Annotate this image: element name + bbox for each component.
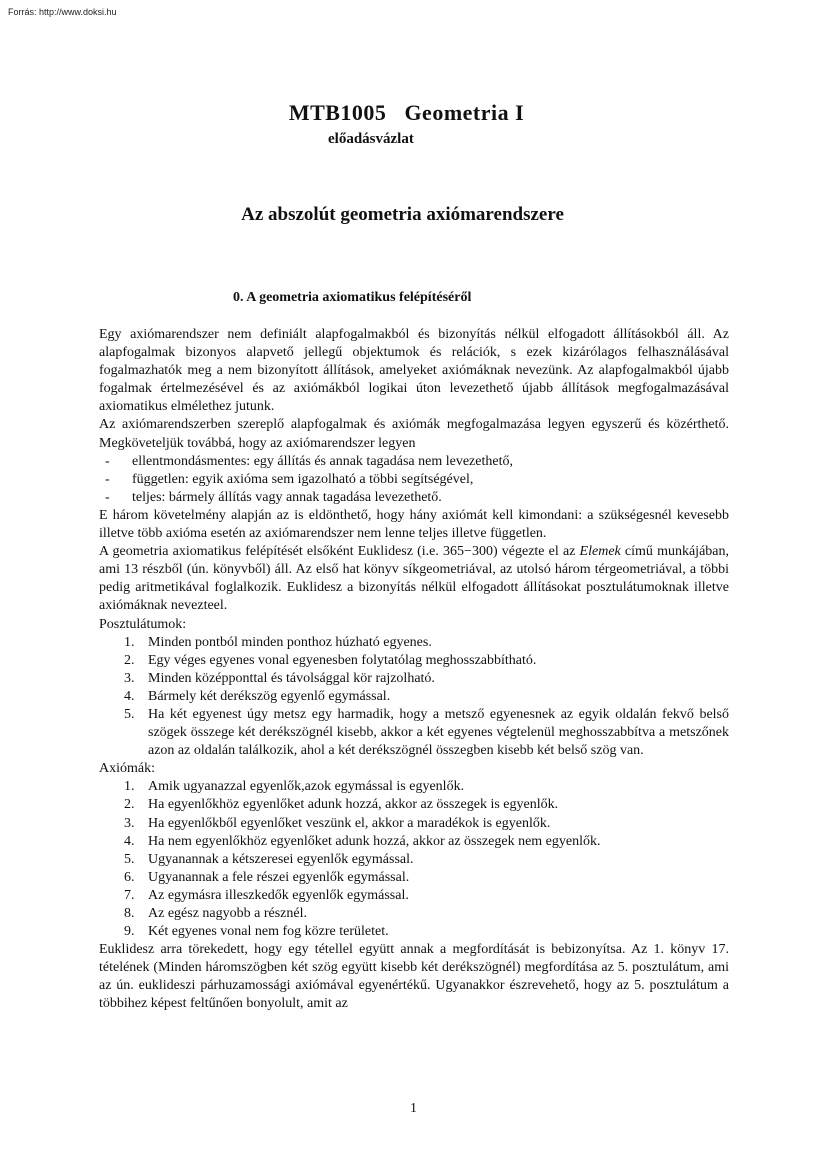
chapter-title: Az abszolút geometria axiómarendszere [241,204,564,225]
list-item-text: Minden középponttal és távolsággal kör rajzolható. [148,670,435,686]
list-item [99,652,729,670]
item-number: 1. [124,779,135,795]
item-number: 4. [124,688,135,704]
paragraph-1: Egy axiómarendszer nem definiált alapfogalmakból és bizonyítás nélkül elfogadott állításokból áll. Az alapfogalmak bizonyos alapvető jellegű objektumok és relációk, s ezek kizárólagos felhasználásával fogalmazhatók meg a nem bizonyított állítások, amelyeket axiómáknak nevezünk. Az alapfogalmakból újabb fogalmak értelmezésével és az axiómákból logikai úton levezethető újabb állítások megfogalmazásával axiomatikus elmélethez jutunk. [99,327,729,415]
paragraph-2: Az axiómarendszerben szereplő alapfogalmak és axiómák megfogalmazása legyen egyszerű és közérthető. Megköveteljük továbbá, hogy az axiómarendszer legyen [99,417,729,451]
item-number: 7. [124,887,135,903]
item-number: 6. [124,869,135,885]
section-title: 0. A geometria axiomatikus felépítéséről [233,290,472,305]
postulates-list [99,634,729,761]
axioms-list [99,778,729,941]
book-title-elemek: Elemek [579,544,621,560]
list-item-text: Ha két egyenest úgy metsz egy harmadik, hogy a metsző egyenesnek az egyik oldalán fekvő belső szögek összege két derékszögnél kisebb, akkor a két egyenes végtelenül meghosszabbítva a metszőnek azon az oldalán találkozik, ahol a két derékszögnél összegben kisebb két belső szög van. [148,706,729,759]
list-item-text: Ugyanannak a fele részei egyenlők egymással. [148,869,410,885]
item-number: 4. [124,833,135,849]
page-number: 1 [410,1101,417,1116]
page-title [0,100,827,126]
item-number: 5. [124,851,135,867]
list-item [99,869,729,887]
list-item [99,923,729,941]
list-item-text: Ha egyenlőkből egyenlőket veszünk el, akkor a maradékok is egyenlők. [148,815,551,831]
item-number: 5. [124,706,135,722]
axioms-heading: Axiómák: [99,761,155,777]
paragraph-3: E három követelmény alapján az is eldönthető, hogy hány axiómát kell kimondani: a szükségesnél kevesebb illetve több axióma esetén az axiómarendszer nem lenne teljes illetve független. [99,507,729,542]
list-item [99,815,729,833]
list-item-text: Bármely két derékszög egyenlő egymással. [148,688,391,704]
source-note: Forrás: http://www.doksi.hu [8,7,117,17]
list-item: - ellentmondásmentes: egy állítás és annak tagadása nem levezethető, [105,453,513,469]
paragraph-4-part-a: A geometria axiomatikus felépítését elsőként Euklidesz (i.e. 365−300) végezte el az [99,544,580,560]
list-item [99,706,729,760]
list-item-text: Minden pontból minden ponthoz húzható egyenes. [148,634,432,650]
list-item-text: Az egész nagyobb a résznél. [148,906,307,921]
list-item [99,851,729,869]
list-item-text: független: egyik axióma sem igazolható a többi segítségével, [132,471,474,487]
paragraph-5: Euklidesz arra törekedett, hogy egy tétellel együtt annak a megfordítását is bebizonyítsa. Az 1. könyv 17. tételének (Minden háromszögben két szög együtt kisebb két derékszögnél) megfordítása az 5. posztulátum, ami az ún. euklideszi párhuzamossági axiómával egyenértékű. Ugyanakkor észrevehető, hogy az 5. posztulátum a többihez képest feltűnően bonyolult, amit az [99,942,729,1012]
list-item-text: teljes: bármely állítás vagy annak tagadása levezethető. [132,489,442,505]
item-number: 2. [124,652,135,668]
requirements-list [99,453,729,507]
list-item: - teljes: bármely állítás vagy annak tagadása levezethető. [105,489,442,505]
item-number: 2. [124,797,135,813]
item-number: 8. [124,906,135,921]
list-item-text: Ha egyenlőkhöz egyenlőket adunk hozzá, akkor az összegek is egyenlők. [148,797,559,813]
list-item: - független: egyik axióma sem igazolható a többi segítségével, [105,471,474,487]
list-item-text: Az egymásra illeszkedők egyenlők egymással. [148,887,409,903]
item-number: 3. [124,815,135,831]
list-item-text: Ha nem egyenlőkhöz egyenlőket adunk hozzá, akkor az összegek nem egyenlők. [148,833,601,849]
item-number: 3. [124,670,135,686]
paragraph-4 [99,543,729,615]
list-item [99,905,729,923]
list-item-text: Egy véges egyenes vonal egyenesben folytatólag meghosszabbítható. [148,652,537,668]
item-number: 9. [124,924,135,940]
page-subtitle: előadásvázlat [328,131,414,147]
document-body [99,326,729,1014]
list-item [99,833,729,851]
paragraph-4-part-b: című munkájában, ami 13 részből (ún. könyvből) áll. Az első hat könyv síkgeometriával, az utolsó három térgeometriával, a többi pedig aritmetikával foglalkozik. Euklidesz a bizonyítás nélkül elfogadott állításokat posztulátumoknak illetve axiómáknak nevezteel. [99,544,729,614]
list-item-text: Két egyenes vonal nem fog közre területet. [148,924,389,940]
list-item-text: Amik ugyanazzal egyenlők,azok egymással is egyenlők. [148,779,465,795]
course-code: MTB1005 [288,100,387,125]
list-item-text: ellentmondásmentes: egy állítás és annak tagadása nem levezethető, [132,453,513,469]
list-item [99,670,729,688]
item-number: 1. [124,634,135,650]
postulates-heading: Posztulátumok: [99,616,187,632]
list-item [99,634,729,652]
list-item [99,778,729,796]
course-name: Geometria I [404,100,525,125]
list-item [99,796,729,814]
list-item [99,688,729,706]
list-item-text: Ugyanannak a kétszeresei egyenlők egymással. [148,851,414,867]
list-item [99,887,729,905]
